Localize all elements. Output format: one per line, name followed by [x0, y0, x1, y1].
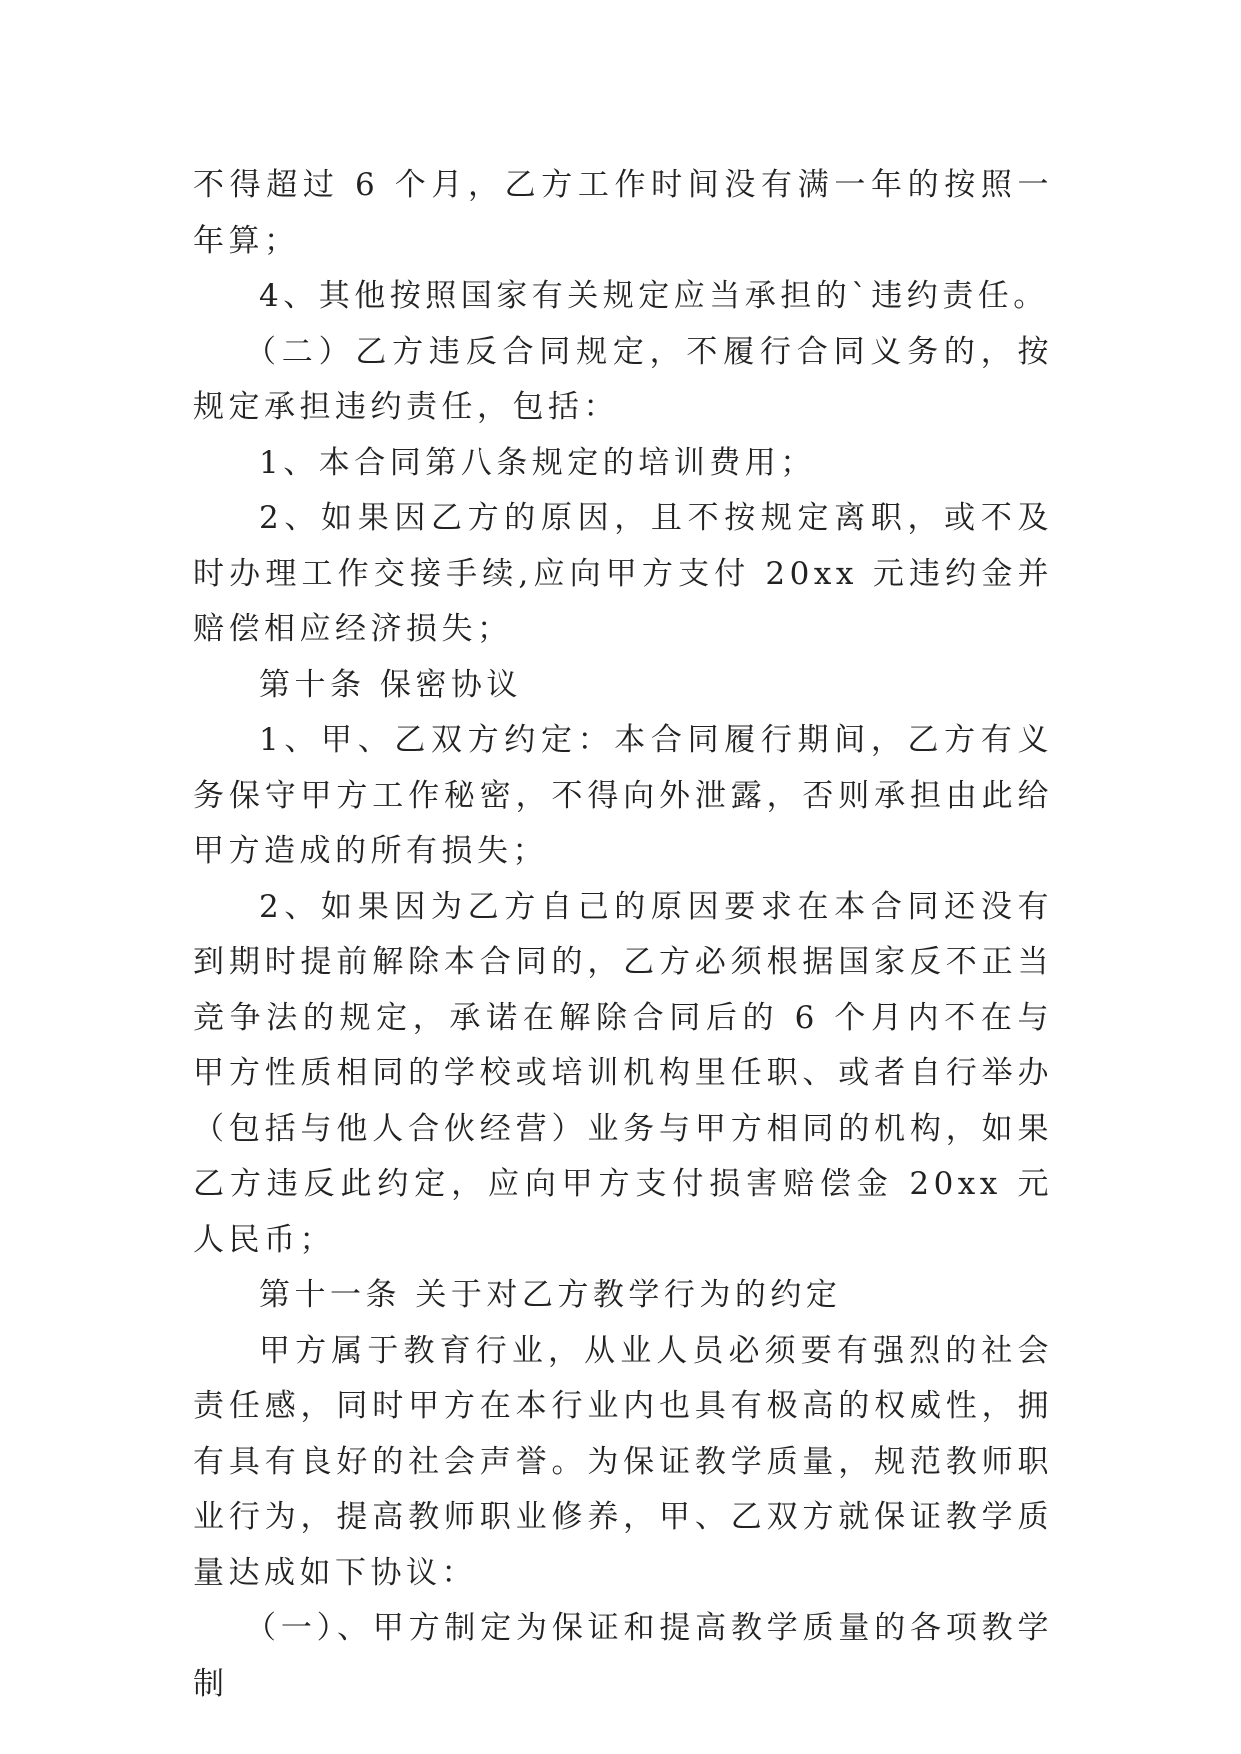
document-body — [193, 158, 1053, 1712]
paragraph: 1、本合同第八条规定的培训费用； — [259, 444, 816, 481]
section-heading: 第十条 保密协议 — [259, 666, 522, 703]
section-heading: 第十一条 关于对乙方教学行为的约定 — [259, 1277, 842, 1313]
paragraph: （一）、甲方制定为保证和提高教学质量的各项教学制 — [193, 1610, 1053, 1702]
paragraph: （二）乙方违反合同规定，不履行合同义务的，按规定承担违约责任，包括： — [193, 333, 1053, 425]
paragraph: 4、其他按照国家有关规定应当承担的`违约责任。 — [259, 278, 1049, 314]
paragraph: 1、甲、乙双方约定：本合同履行期间，乙方有义务保守甲方工作秘密，不得向外泄露，否则承担由此给甲方造成的所有损失； — [193, 722, 1053, 869]
paragraph: 2、如果因为乙方自己的原因要求在本合同还没有到期时提前解除本合同的，乙方必须根据国家反不正当竞争法的规定，承诺在解除合同后的 6 个月内不在与甲方性质相同的学校或培训机构里任职、或者自行举办（包括与他人合伙经营）业务与甲方相同的机构，如果乙方违反此约定，应向甲方支付损害赔偿金 20xx 元人民币； — [193, 888, 1053, 1258]
paragraph: 甲方属于教育行业，从业人员必须要有强烈的社会责任感，同时甲方在本行业内也具有极高的权威性，拥有具有良好的社会声誉。为保证教学质量，规范教师职业行为，提高教师职业修养，甲、乙双方就保证教学质量达成如下协议： — [193, 1332, 1053, 1591]
paragraph: 不得超过 6 个月，乙方工作时间没有满一年的按照一年算； — [193, 167, 1053, 259]
paragraph: 2、如果因乙方的原因，且不按规定离职，或不及时办理工作交接手续,应向甲方支付 20xx 元违约金并赔偿相应经济损失； — [193, 500, 1053, 647]
